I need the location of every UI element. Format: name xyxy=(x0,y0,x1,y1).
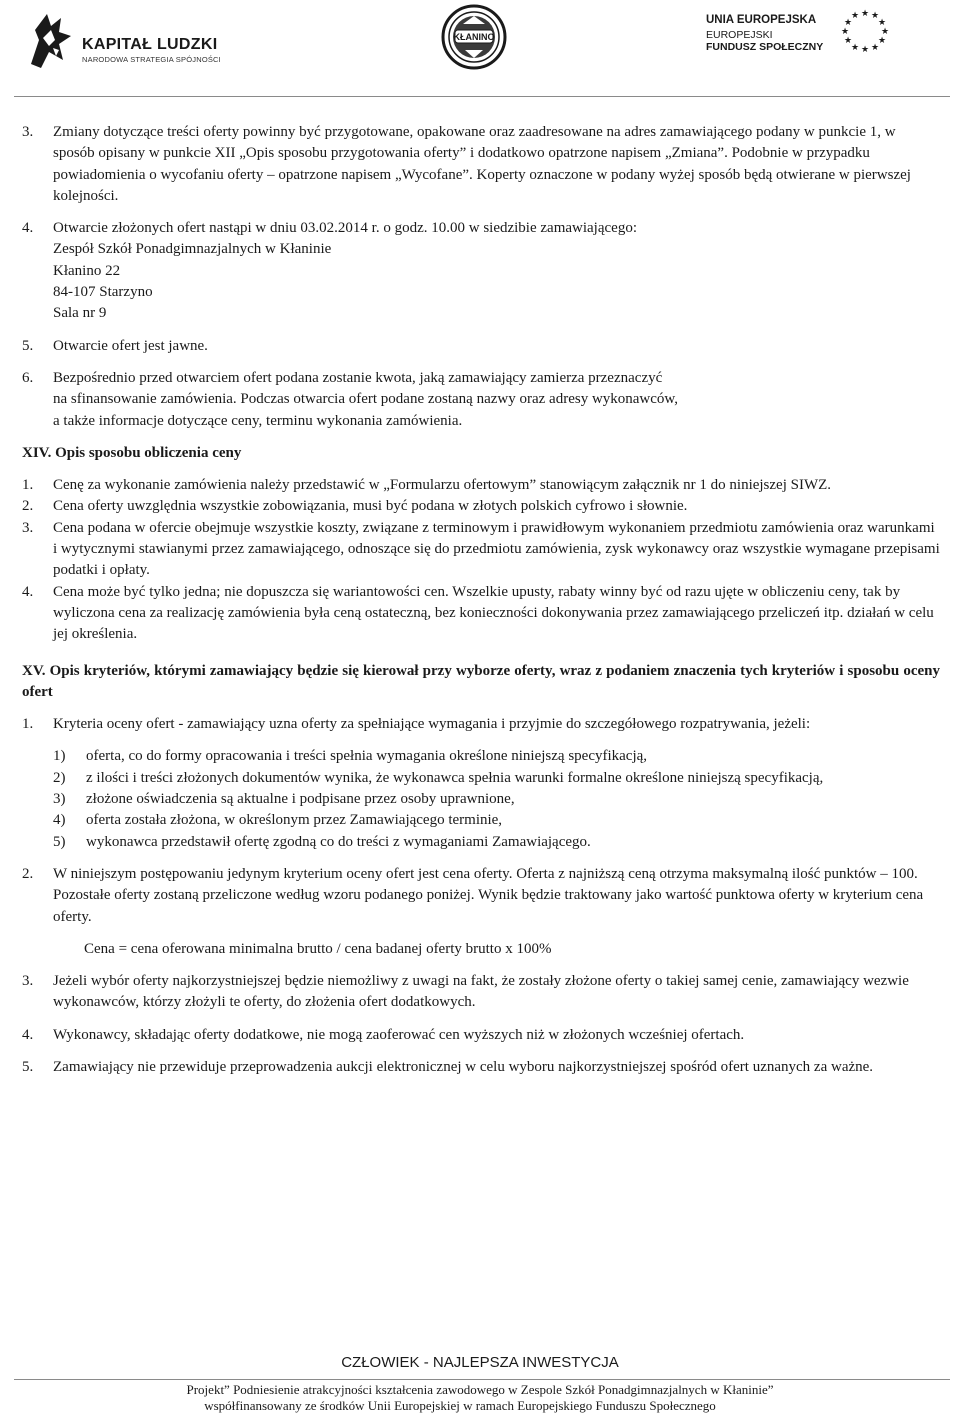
svg-text:★: ★ xyxy=(880,27,890,37)
item-text: Otwarcie ofert jest jawne. xyxy=(53,337,208,354)
eu-logo-line1: UNIA EUROPEJSKA xyxy=(706,14,817,26)
sub-item-number: 4) xyxy=(53,812,66,829)
svg-text:★: ★ xyxy=(843,36,853,46)
sub-list-item xyxy=(53,789,940,810)
item-number: 1. xyxy=(22,716,34,733)
item-number: 2. xyxy=(22,498,34,515)
item-number: 6. xyxy=(22,369,34,386)
item-text: W niniejszym postępowaniu jedynym kryterium oceny ofert jest cena oferty. Oferta z najniższą ceną otrzyma maksymalną ilość punktów – 100. Pozostałe oferty zostaną przeliczone według wzoru podanego poniżej. Wynik będzie traktowany jako wartość punktowa oferty w kryterium cena oferty. xyxy=(53,865,924,925)
item-number: 5. xyxy=(22,1058,34,1075)
kapital-ludzki-logo xyxy=(25,10,77,79)
price-formula: Cena = cena oferowana minimalna brutto / cena badanej oferty brutto x 100% xyxy=(84,940,552,957)
list-item xyxy=(22,582,940,646)
section-heading: XV. Opis kryteriów, którymi zamawiający będzie się kierował przy wyborze oferty, wraz z podaniem znaczenia tych kryteriów i sposobu oceny ofert xyxy=(22,662,940,700)
item-text: a także informacje dotyczące ceny, terminu wykonania zamówienia. xyxy=(53,412,463,429)
sub-item-number: 3) xyxy=(53,791,66,808)
svg-text:★: ★ xyxy=(850,11,860,21)
address-line: 84-107 Starzyno xyxy=(53,284,153,301)
item-number: 3. xyxy=(22,124,34,140)
item-text: Otwarcie złożonych ofert nastąpi w dniu 03.02.2014 r. o godz. 10.00 w siedzibie zamawiającego: xyxy=(53,220,637,237)
eu-stars-icon xyxy=(833,6,897,58)
list-item xyxy=(22,122,940,207)
list-item xyxy=(22,218,940,239)
sub-item-text: złożone oświadczenia są aktualne i podpisane przez osoby uprawnione, xyxy=(86,791,515,808)
sub-item-number: 5) xyxy=(53,833,66,850)
footer-divider xyxy=(14,1379,950,1380)
footer-slogan: CZŁOWIEK - NAJLEPSZA INWESTYCJA xyxy=(341,1354,619,1371)
sub-list-item xyxy=(53,768,940,789)
item-text: Jeżeli wybór oferty najkorzystniejszej będzie niemożliwy z uwagi na fakt, że zostały złożone oferty o takiej samej cenie, zamawiający wezwie wykonawców, którzy złożyli te oferty, do złożenia ofert dodatkowych. xyxy=(53,973,909,1011)
sub-list-item xyxy=(53,746,940,767)
item-text: Kryteria oceny ofert - zamawiający uzna oferty za spełniające wymagania i przyjmie do szczegółowego rozpatrywania, jeżeli: xyxy=(53,716,811,733)
item-number: 1. xyxy=(22,477,34,494)
school-seal-logo xyxy=(441,4,507,70)
document-body xyxy=(22,122,940,1078)
address-line: Zespół Szkół Ponadgimnazjalnych w Kłaninie xyxy=(53,241,332,258)
list-item xyxy=(22,1057,940,1078)
address-line: Sala nr 9 xyxy=(53,305,107,322)
item-number: 3. xyxy=(22,519,34,536)
eu-logo-line2: EUROPEJSKI xyxy=(706,29,773,41)
sub-item-number: 1) xyxy=(53,748,66,765)
svg-text:★: ★ xyxy=(860,45,870,55)
eu-logo-line3: FUNDUSZ SPOŁECZNY xyxy=(706,41,824,53)
item-number: 4. xyxy=(22,1026,34,1043)
list-item xyxy=(22,496,940,517)
item-text: Cena podana w ofercie obejmuje wszystkie koszty, związane z terminowym i prawidłowym wykonaniem przedmiotu zamówienia oraz warunkami i wytycznymi stawianymi przez zamawiającego, odnoszące się do przedmiotu zamówienia, zysk wykonawcy oraz wszystkie wymagane przepisami podatki i opłaty. xyxy=(53,519,940,579)
list-item xyxy=(22,368,940,389)
address-line: Kłanino 22 xyxy=(53,262,121,279)
svg-text:★: ★ xyxy=(843,18,853,28)
svg-text:★: ★ xyxy=(870,43,880,53)
item-number: 3. xyxy=(22,973,34,990)
list-item xyxy=(22,714,940,735)
item-text: Wykonawcy, składając oferty dodatkowe, nie mogą zaoferować cen wyższych niż w złożonych wcześniej ofertach. xyxy=(53,1026,745,1043)
item-text: Cenę za wykonanie zamówienia należy przedstawić w „Formularzu ofertowym” stanowiącym załącznik nr 1 do niniejszej SIWZ. xyxy=(53,477,832,494)
svg-text:★: ★ xyxy=(870,11,880,21)
list-item xyxy=(22,518,940,582)
list-item xyxy=(22,971,940,1014)
item-number: 4. xyxy=(22,220,34,237)
list-item xyxy=(22,336,940,357)
sub-list-item xyxy=(53,810,940,831)
sub-item-text: z ilości i treści złożonych dokumentów wynika, że wykonawca spełnia warunki formalne określone niniejszą specyfikacją, xyxy=(86,769,824,786)
list-item xyxy=(22,475,940,496)
kapital-ludzki-subtitle: NARODOWA STRATEGIA SPÓJNOŚCI xyxy=(82,55,221,64)
header-divider xyxy=(14,96,950,97)
sub-item-text: wykonawca przedstawił ofertę zgodną co do treści z wymaganiami Zamawiającego. xyxy=(86,833,591,850)
sub-item-text: oferta, co do formy opracowania i treści spełnia wymagania określone niniejszą specyfikacją, xyxy=(86,748,648,765)
item-text: Cena może być tylko jedna; nie dopuszcza się wariantowości cen. Wszelkie upusty, rabaty winny być od razu ujęte w obliczeniu ceny, tak by wyliczona cena za realizację zamówienia była ceną ostateczną, bez konieczności dokonywania przez zamawiającego przeliczeń itp. działań w celu jej określenia. xyxy=(53,583,934,643)
section-heading: XIV. Opis sposobu obliczenia ceny xyxy=(22,444,242,461)
list-item xyxy=(22,1025,940,1046)
item-number: 2. xyxy=(22,865,34,882)
item-text: na sfinansowanie zamówienia. Podczas otwarcia ofert podane zostaną nazwy oraz adresy wykonawców, xyxy=(53,391,679,408)
item-number: 4. xyxy=(22,583,34,600)
svg-text:★: ★ xyxy=(860,9,870,19)
sub-list-item xyxy=(53,832,940,853)
item-number: 5. xyxy=(22,337,34,354)
item-text: Bezpośrednio przed otwarciem ofert podana zostanie kwota, jaką zamawiający zamierza przeznaczyć xyxy=(53,369,663,386)
list-item xyxy=(22,864,940,928)
sub-item-number: 2) xyxy=(53,769,66,786)
kapital-ludzki-title: KAPITAŁ LUDZKI xyxy=(82,36,218,53)
svg-text:★: ★ xyxy=(850,43,860,53)
page-header xyxy=(0,0,960,95)
footer-funding-line: współfinansowany ze środków Unii Europejskiej w ramach Europejskiego Funduszu Społecznego xyxy=(204,1398,716,1413)
svg-text:KŁANINO: KŁANINO xyxy=(453,32,495,42)
svg-text:★: ★ xyxy=(877,36,887,46)
item-text: Zmiany dotyczące treści oferty powinny być przygotowane, opakowane oraz zaadresowane na adres zamawiającego podany w punkcie 1, w sposób opisany w punkcie XII „Opis sposobu przygotowania oferty” i dodatkowo opatrzone napisem „Zmiana”. Podobnie w przypadku powiadomienia o wycofaniu oferty – opatrzone napisem „Wycofane”. Koperty oznaczone w podany wyżej sposób będą otwierane w pierwszej kolejności. xyxy=(53,124,911,204)
footer-project-line: Projekt” Podniesienie atrakcyjności kształcenia zawodowego w Zespole Szkół Ponadgimnazjalnych w Kłaninie” xyxy=(186,1382,774,1397)
item-text: Cena oferty uwzględnia wszystkie zobowiązania, musi być podana w złotych polskich cyfrowo i słownie. xyxy=(53,498,688,515)
sub-item-text: oferta została złożona, w określonym przez Zamawiającego terminie, xyxy=(86,812,503,829)
svg-text:★: ★ xyxy=(877,18,887,28)
item-text: Zamawiający nie przewiduje przeprowadzenia aukcji elektronicznej w celu wyboru najkorzystniejszej spośród ofert uznanych za ważne. xyxy=(53,1058,874,1075)
svg-text:★: ★ xyxy=(840,27,850,37)
